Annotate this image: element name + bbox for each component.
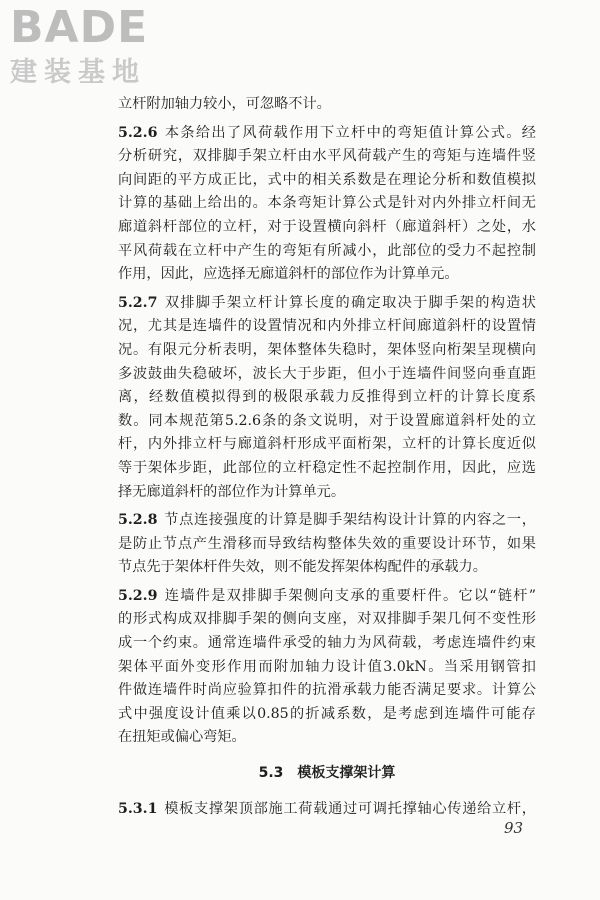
page-body (118, 93, 536, 821)
section-heading (118, 762, 536, 786)
clause-5-2-6 (118, 122, 536, 287)
clause-5-3-1 (118, 798, 536, 822)
paragraph-continuation (118, 93, 536, 117)
text-line: 等于架体步距，此部位的立杆稳定性不起控制作用，因此，应选 (118, 459, 536, 476)
text-line: 成一个约束。通常连墙件承受的轴力为风荷载，考虑连墙件约束 (118, 635, 536, 652)
clause-5-2-9 (118, 585, 536, 750)
clause-5-2-7 (118, 292, 536, 504)
text-line: 分析研究，双排脚手架立杆由水平风荷载产生的弯矩与连墙件竖 (118, 148, 536, 165)
text-line: 的形式构成双排脚手架的侧向支座，对双排脚手架几何不变性形 (118, 611, 536, 628)
text-line: 本条给出了风荷载作用下立杆中的弯矩值计算公式。经 (163, 124, 536, 141)
text-line: 是防止节点产生滑移而导致结构整体失效的重要设计环节，如果 (118, 535, 536, 552)
text-line: 立杆附加轴力较小，可忽略不计。 (118, 96, 331, 112)
text-line: 架体平面外变形作用而附加轴力设计值3.0kN。当采用钢管扣 (118, 658, 536, 675)
text-line: 多波鼓曲失稳破坏，波长大于步距，但小于连墙件间竖向垂直距 (118, 365, 536, 382)
text-line: 在扭矩或偏心弯矩。 (118, 729, 246, 746)
clause-number: 5.2.6 (118, 124, 158, 141)
text-line: 况。有限元分析表明，架体整体失稳时，架体竖向桁架呈现横向 (118, 341, 536, 358)
text-line: 节点先于架体杆件失效，则不能发挥架体构配件的承载力。 (118, 559, 487, 576)
section-number: 5.3 (258, 765, 284, 782)
text-line: 择无廊道斜杆的部位作为计算单元。 (118, 483, 346, 500)
text-line: 双排脚手架立杆计算长度的确定取决于脚手架的构造状 (163, 294, 536, 311)
text-line: 数。同本规范第5.2.6条的条文说明，对于设置廊道斜杆处的立 (118, 412, 536, 429)
text-line: 件做连墙件时尚应验算扣件的抗滑承载力能否满足要求。计算公 (118, 682, 536, 699)
text-line: 况，尤其是连墙件的设置情况和内外排立杆间廊道斜杆的设置情 (118, 318, 536, 335)
clause-number: 5.2.8 (118, 512, 158, 529)
logo-wordmark: BADE (10, 2, 149, 53)
text-line: 平风荷载在立杆中产生的弯矩有所减小，此部位的受力不起控制 (118, 242, 536, 259)
text-line: 廊道斜杆部位的立杆，对于设置横向斜杆（廊道斜杆）之处，水 (118, 218, 536, 235)
clause-number: 5.2.7 (118, 294, 158, 311)
text-line: 式中强度设计值乘以0.85的折减系数，是考虑到连墙件可能存 (118, 705, 536, 722)
section-title: 模板支撑架计算 (297, 765, 396, 782)
clause-number: 5.3.1 (118, 800, 158, 817)
text-line: 杆，内外排立杆与廊道斜杆形成平面桁架，立杆的计算长度近似 (118, 436, 536, 453)
text-line: 向间距的平方成正比，式中的相关系数是在理论分析和数值模拟 (118, 171, 536, 188)
page-number: 93 (504, 819, 524, 837)
text-line: 节点连接强度的计算是脚手架结构设计计算的内容之一， (163, 512, 536, 529)
text-line: 连墙件是双排脚手架侧向支承的重要杆件。它以“链杆” (163, 587, 536, 604)
text-line: 离，经数值模拟得到的极限承载力反推得到立杆的计算长度系 (118, 389, 536, 406)
text-line: 模板支撑架顶部施工荷载通过可调托撑轴心传递给立杆， (163, 800, 536, 817)
text-line: 作用，因此，应选择无廊道斜杆的部位作为计算单元。 (118, 266, 459, 283)
logo-subtitle: 建装基地 (10, 57, 146, 88)
logo (10, 4, 160, 96)
clause-number: 5.2.9 (118, 587, 158, 604)
clause-5-2-8 (118, 509, 536, 580)
text-line: 计算的基础上给出的。本条弯矩计算公式是针对内外排立杆间无 (118, 195, 536, 212)
